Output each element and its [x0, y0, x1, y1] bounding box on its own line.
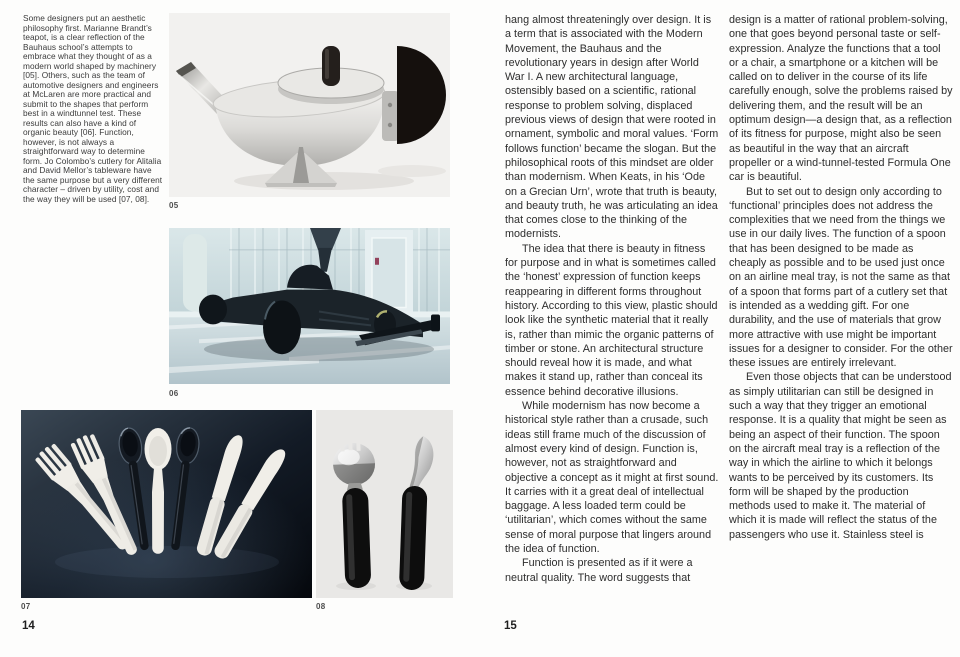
figure-caption-07: 07: [21, 602, 31, 611]
paragraph: While modernism has now become a historical style rather than a crusade, such ideas still frame much of the discussion of almost every kind of design. Function is, however, not as straightforward and objective a concept as it might at first sound. It carries with it a great deal of intellectual baggage. A less loaded term could be ‘utilitarian’, which comes without the same sense of moral purpose that lingers around the idea of function.: [505, 400, 719, 555]
text-column-2: [729, 13, 953, 542]
figure-teapot: [169, 13, 450, 197]
spork-photo: [316, 410, 453, 598]
text-column-1: [505, 13, 719, 585]
paragraph: hang almost threateningly over design. It is a term that is associated with the Modern Movement, the Bauhaus and the revolutionary years in design after World War I. A new architectural language, ostensibly based on a scientific, rational response to problem solving, displaced previous views of design that were rooted in ornament, symbolic and moral values. ‘Form follows function’ became the slogan. But the philosophical roots of this mindset are older than modernism. When Keats, in his ‘Ode on a Grecian Urn’, wrote that truth is beauty, and beauty truth, he was articulating an idea that comes close to the thinking of the modernists.: [505, 14, 719, 241]
paragraph: Even those objects that can be understood as simply utilitarian can still be designed in such a way that they trigger an emotional response. It is a quality that might be seen as being an aspect of their function. The spoon on the aircraft meal tray is a reflection of the way in which the airline to which it belongs wants to be perceived by its customers. Its form will be shaped by the production methods used to make it. The material of which it is made will reflect the status of the passengers who use it. Stainless steel is: [729, 371, 952, 541]
paragraph: design is a matter of rational problem-solving, one that goes beyond personal taste or self-expression. Analyze the functions that a tool or a chair, a smartphone or a kitchen will be called on to deliver in the course of its life carefully enough, solve the problems raised by delivering them, and the result will be an optimum design—a design that, as a reflection of its fitness for purpose, might also be seen as beautiful in the way that an aircraft propeller or a wind-tunnel-tested Formula One car is beautiful.: [729, 14, 953, 184]
teapot-photo: [169, 13, 450, 197]
figure-caption-05: 05: [169, 201, 179, 210]
figure-spork-set: [316, 410, 453, 598]
paragraph: But to set out to design only according to ‘functional’ principles does not address the complexities that we need from the things we use in our daily lives. The function of a spoon that has been designed to be made as cheaply as possible and to be used just once on an airline meal tray, is not the same as that of a spoon that forms part of a cutlery set that is intended as a wedding gift. For one durability, and the use of materials that grow more attractive with use might be important issues for a designer to consider. For the other these issues are entirely irrelevant.: [729, 185, 953, 370]
cutlery-photo: [21, 410, 312, 598]
page-number-right: 15: [504, 620, 517, 632]
figure-caption-08: 08: [316, 602, 326, 611]
margin-note: Some designers put an aesthetic philosophy first. Marianne Brandt’s teapot, is a clear reflection of the Bauhaus school’s attempts to embrace what they thought of as a modern world shaped by machinery [05]. Others, such as the team of automotive designers and engineers at McLaren are more practical and submit to the shapes that perform best in a windtunnel test. These results can also have a kind of organic beauty [06]. Function, however, is not always a straightforward way to determine form. Jo Colombo’s cutlery for Alitalia and David Mellor’s tableware have the same purpose but a very different character – driven by utility, cost and the way they will be used [07, 08].: [23, 13, 163, 204]
figure-formula-one: [169, 228, 450, 384]
paragraph: The idea that there is beauty in fitness for purpose and in what is sometimes called the ‘honest’ expression of function keeps reappearing in different forms throughout history. According to this view, plastic should look like the synthetic material that it really is, rather than mimic the organic patterns of timber or stone. An architectural structure should reveal how it is made, and what makes it stand up, rather than conceal its essence behind decorative illusions.: [505, 242, 718, 398]
figure-cutlery: [21, 410, 312, 598]
windtunnel-car-photo: [169, 228, 450, 384]
paragraph: Function is presented as if it were a neutral quality. The word suggests that: [505, 557, 693, 584]
figure-caption-06: 06: [169, 389, 179, 398]
page-number-left: 14: [22, 620, 35, 632]
